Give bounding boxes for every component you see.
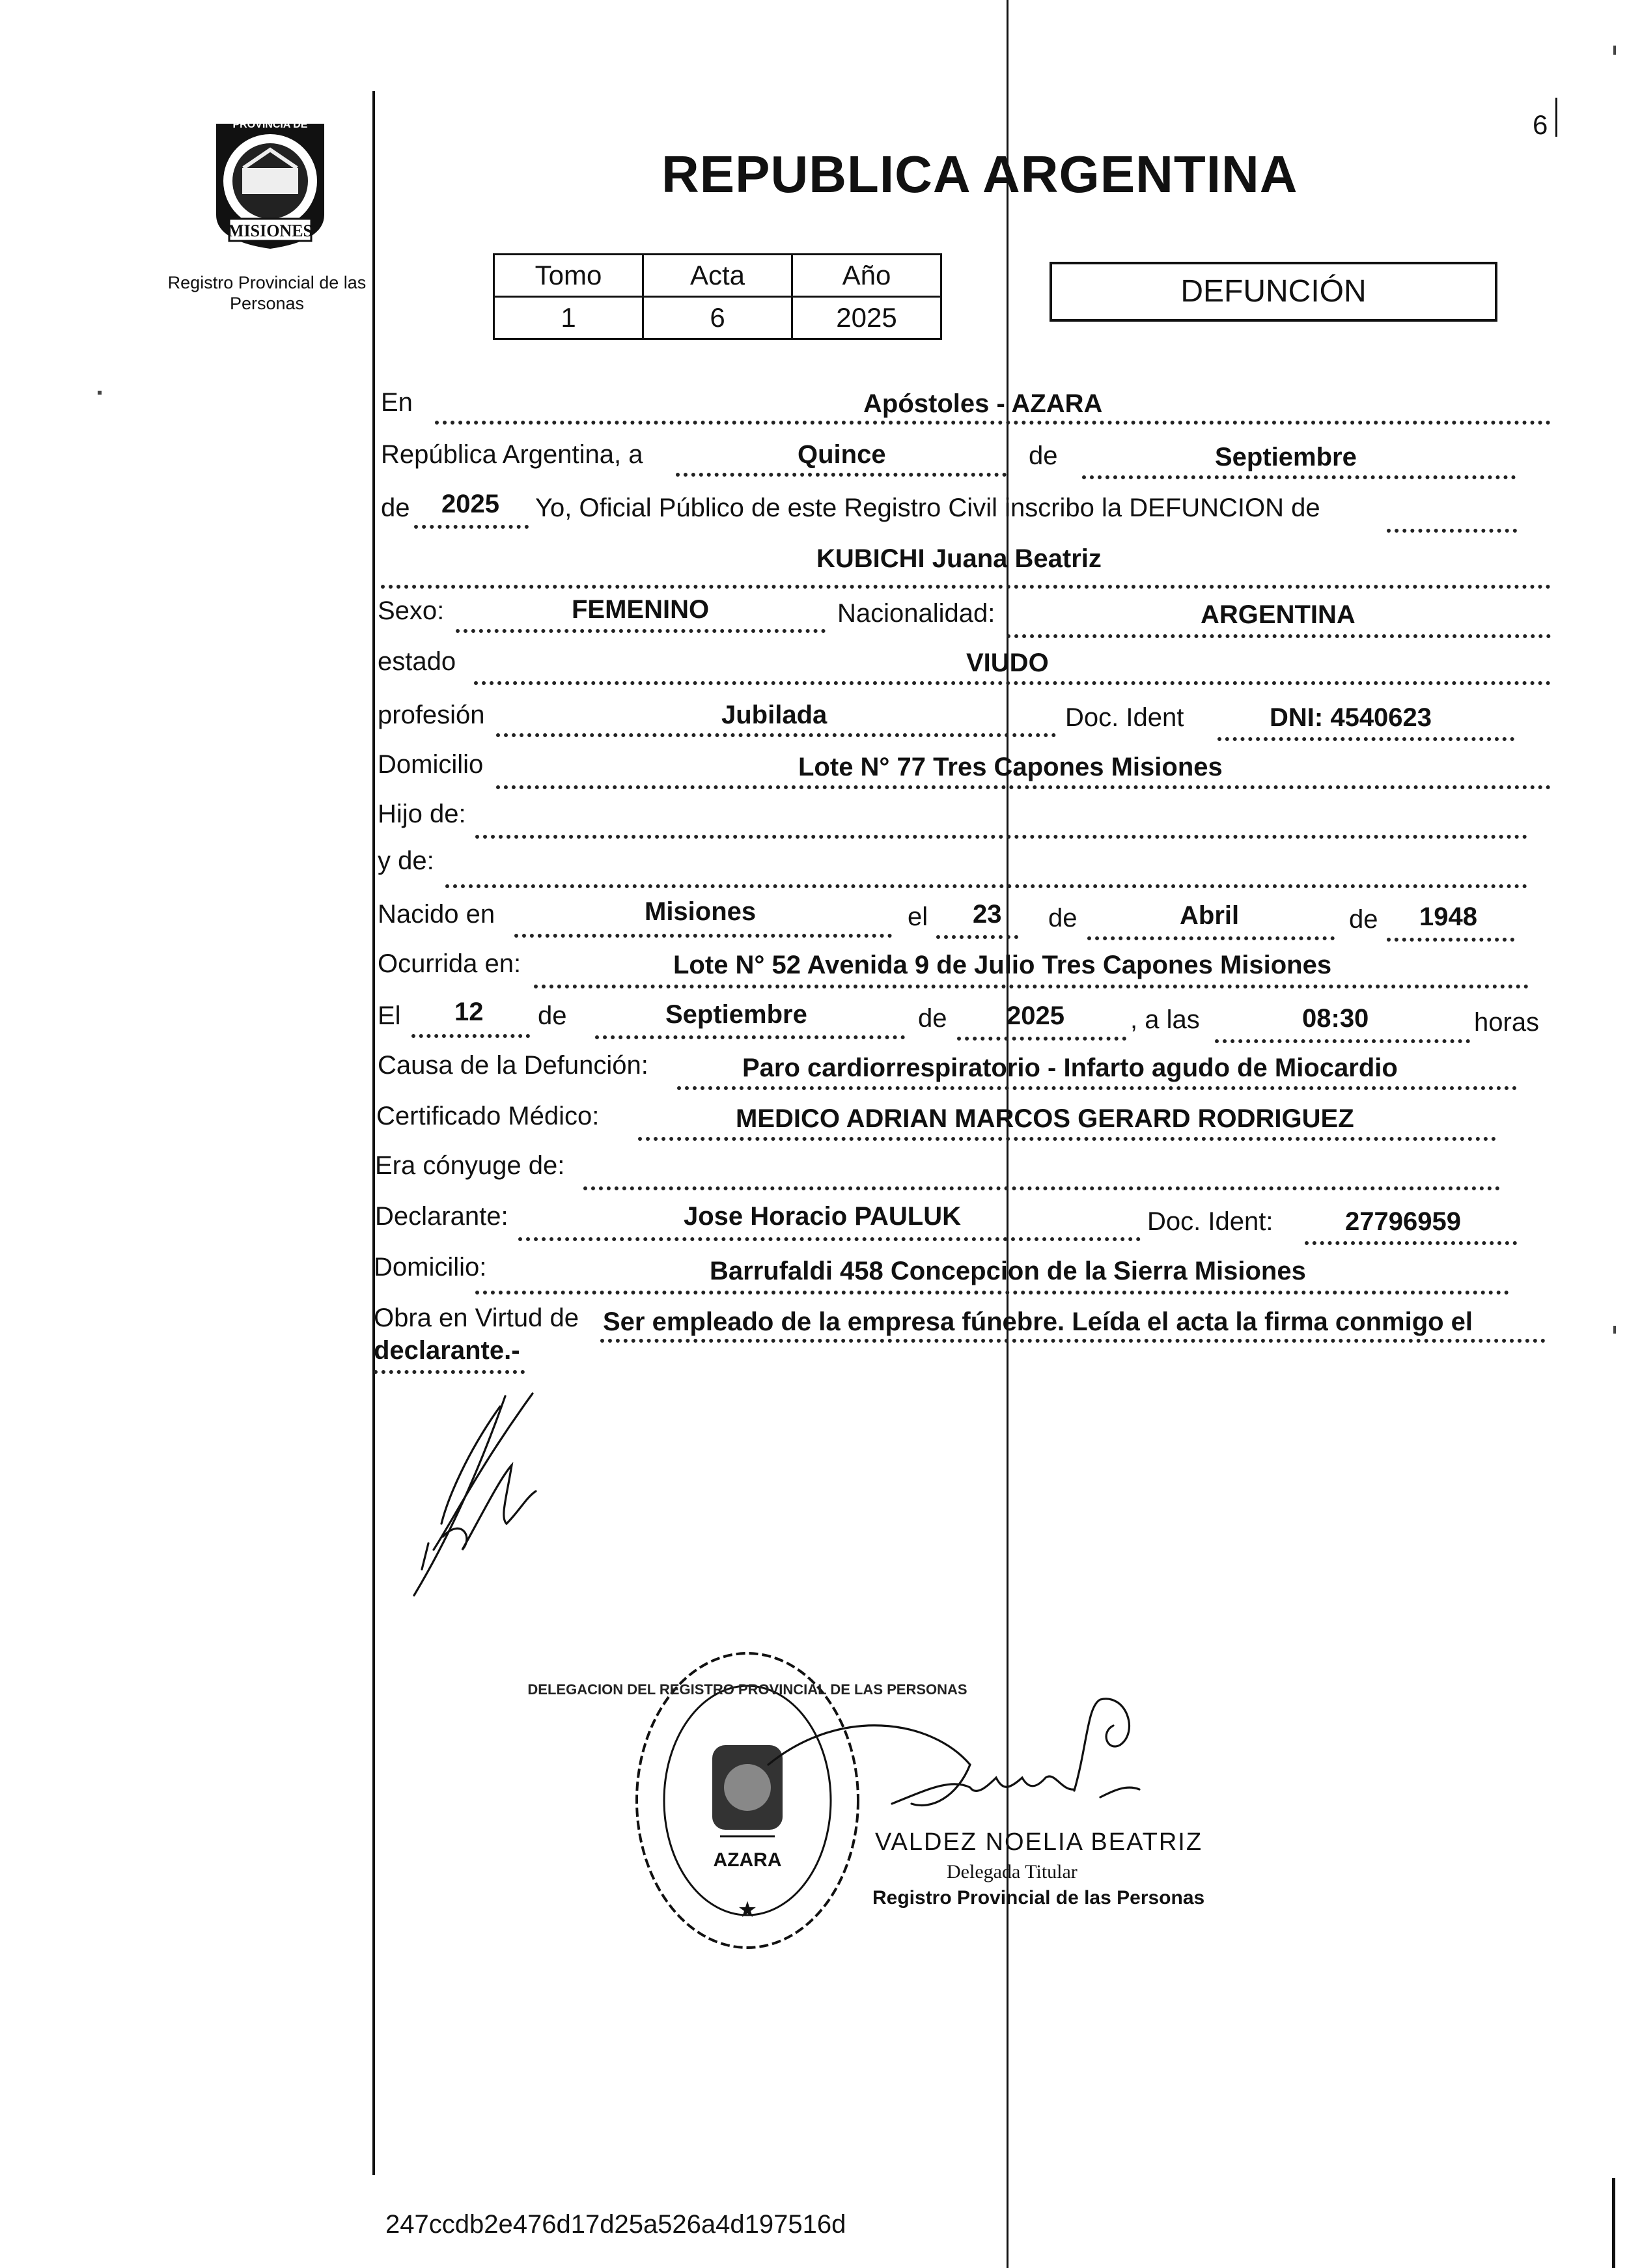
line-declarante [518,1237,1141,1241]
header-acta: Acta [643,255,792,297]
line-obra-2 [374,1370,525,1374]
value-lugar: Apóstoles - AZARA [863,389,1103,418]
label-domicilio-declarante: Domicilio: [374,1253,487,1281]
official-institution: Registro Provincial de las Personas [872,1887,1205,1909]
stamp-lettering-azara: AZARA [713,1849,782,1871]
country-title: REPUBLICA ARGENTINA [661,145,1298,203]
label-el: El [378,1001,401,1030]
line-anio-registro [414,525,529,529]
line-hora-defuncion [1215,1039,1470,1043]
stamp-star: ★ [737,1897,758,1923]
official-title: Delegada Titular [947,1861,1078,1883]
value-mes-nacimiento: Abril [1180,901,1240,930]
value-anio-registro: 2025 [441,490,499,518]
header-tomo: Tomo [494,255,643,297]
line-nombre [381,585,1551,589]
value-anio: 2025 [792,297,941,339]
label-hijo-de: Hijo de: [378,800,466,828]
line-sexo [456,629,826,633]
value-nacionalidad: ARGENTINA [1201,600,1356,629]
line-obra-1 [600,1339,1546,1343]
label-doc-ident-declarante: Doc. Ident: [1147,1207,1273,1236]
value-dia-registro: Quince [798,440,886,469]
value-declarante-domicilio: Barrufaldi 458 Concepcion de la Sierra Misiones [710,1257,1306,1285]
value-lugar-defuncion: Lote N° 52 Avenida 9 de Julio Tres Capones Misiones [673,951,1332,979]
line-declarante-domicilio [475,1291,1509,1295]
label-nacido-en: Nacido en [378,900,495,929]
value-declarante-doc: 27796959 [1345,1207,1461,1236]
label-profesion: profesión [378,701,485,729]
label-de-mes: de [1029,441,1058,470]
label-doc-ident: Doc. Ident [1065,703,1184,732]
margin-speck [1613,1326,1616,1334]
seal-lettering-bottom: MISIONES [227,221,313,240]
label-horas: horas [1474,1008,1540,1037]
line-dia-nacimiento [936,935,1018,939]
line-declarante-doc [1305,1241,1517,1245]
official-name: VALDEZ NOELIA BEATRIZ [875,1828,1203,1856]
line-mes-registro [1082,475,1516,479]
value-dia-nacimiento: 23 [973,900,1002,929]
fold-line [1007,0,1008,2268]
line-causa [677,1086,1517,1090]
value-acta: 6 [643,297,792,339]
header-anio: Año [792,255,941,297]
page-number: 6 [1533,109,1548,140]
value-documento: DNI: 4540623 [1270,703,1432,732]
line-lugar [435,421,1551,425]
value-obra-line1: Ser empleado de la empresa fúnebre. Leída el acta la firma conmigo el [603,1308,1473,1336]
line-dia-defuncion [411,1034,530,1038]
value-certificado: MEDICO ADRIAN MARCOS GERARD RODRIGUEZ [736,1104,1354,1133]
label-de-mes-nacimiento: de [1048,904,1078,932]
record-number-table [493,253,942,340]
line-hijo-de [475,835,1527,839]
label-de-mes-defuncion: de [538,1001,567,1030]
document-hash: 247ccdb2e476d17d25a526a4d197516d [385,2210,846,2239]
label-declarante: Declarante: [375,1202,508,1231]
value-anio-defuncion: 2025 [1007,1001,1064,1030]
line-mes-defuncion [595,1035,905,1039]
value-mes-defuncion: Septiembre [665,1000,807,1029]
value-tomo: 1 [494,297,643,339]
line-anio-defuncion [957,1037,1126,1041]
line-lugar-defuncion [534,985,1529,988]
line-yo-tail [1387,529,1517,533]
value-domicilio: Lote N° 77 Tres Capones Misiones [798,753,1223,781]
label-estado: estado [378,647,456,676]
label-de-anio-defuncion: de [918,1004,947,1033]
margin-speck [98,391,102,395]
label-ocurrida-en: Ocurrida en: [378,949,521,978]
page-number-rule [1555,98,1557,137]
value-causa: Paro cardiorrespiratorio - Infarto agudo de Miocardio [742,1054,1398,1082]
label-obra: Obra en Virtud de [374,1304,579,1332]
label-el-nacimiento: el [908,903,928,931]
line-anio-nacimiento [1387,938,1514,942]
line-profesion [496,733,1056,737]
label-conyuge: Era cónyuge de: [375,1151,565,1180]
registry-name: Registro Provincial de las Personas [167,273,367,313]
value-dia-defuncion: 12 [454,998,484,1026]
line-mes-nacimiento [1087,936,1335,940]
label-de-anio-nacimiento: de [1349,905,1378,934]
value-nombre: KUBICHI Juana Beatriz [816,544,1102,573]
official-signature [736,1680,1178,1836]
line-domicilio [496,785,1551,789]
seal-lettering-top: PROVINCIA DE [232,119,308,130]
right-margin-mark [1612,2178,1615,2268]
value-mes-registro: Septiembre [1215,443,1357,471]
margin-speck [1613,46,1616,55]
label-sexo: Sexo: [378,596,445,625]
line-estado [474,681,1551,685]
label-causa: Causa de la Defunción: [378,1051,648,1080]
value-lugar-nacimiento: Misiones [645,897,757,926]
label-de-anio: de [381,494,410,522]
value-profesion: Jubilada [721,701,827,729]
value-estado: VIUDO [966,649,1049,677]
declarant-signature [402,1387,611,1608]
label-domicilio: Domicilio [378,750,484,779]
label-nacionalidad: Nacionalidad: [837,599,995,628]
line-conyuge [583,1186,1500,1190]
line-nacionalidad [1007,634,1551,638]
value-hora-defuncion: 08:30 [1302,1004,1369,1033]
label-certificado: Certificado Médico: [376,1102,600,1130]
record-type-box: DEFUNCIÓN [1050,262,1497,322]
provincial-seal-logo [190,104,350,255]
value-obra-line2: declarante.- [374,1336,520,1365]
value-anio-nacimiento: 1948 [1419,903,1477,931]
line-y-de [445,884,1527,888]
label-a-las: , a las [1130,1005,1200,1034]
label-republica-a: República Argentina, a [381,440,643,469]
line-dia-registro [676,473,1007,477]
line-certificado [638,1137,1496,1141]
stamp-lettering-ring: DELEGACION DEL REGISTRO PROVINCIAL DE LAS PERSONAS [527,1681,967,1698]
value-sexo: FEMENINO [572,595,710,624]
label-y-de: y de: [378,847,434,875]
label-en: En [381,388,413,417]
line-documento [1217,737,1514,741]
value-declarante: Jose Horacio PAULUK [684,1202,962,1231]
line-lugar-nacimiento [514,934,892,938]
margin-rule [372,91,375,2175]
label-yo-text: Yo, Oficial Público de este Registro Civil inscribo la DEFUNCION de [535,494,1320,522]
